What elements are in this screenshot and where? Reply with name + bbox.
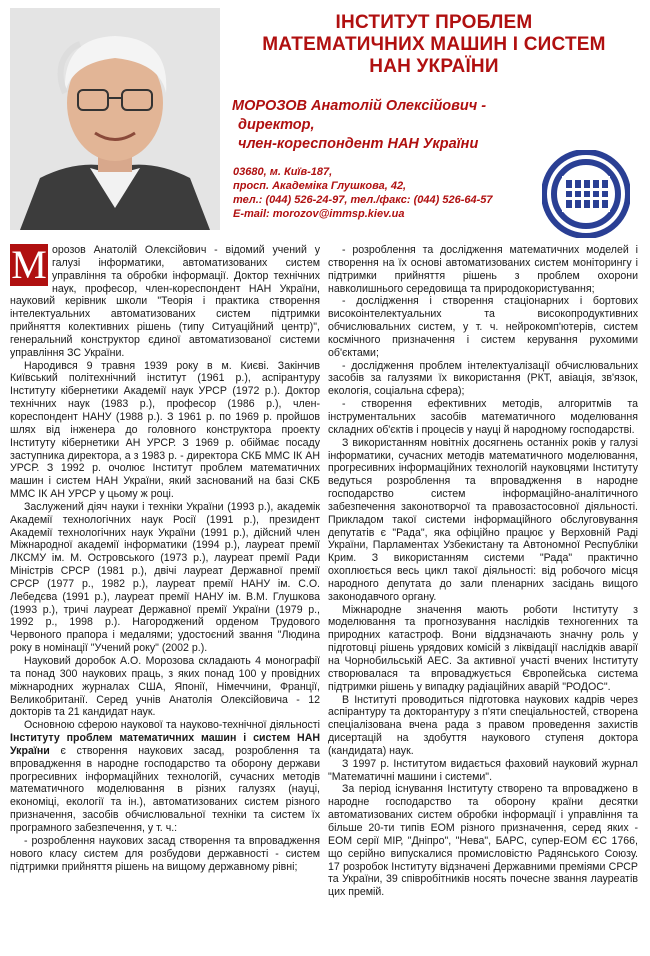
address-line-1: 03680, м. Київ-187, [233, 166, 333, 178]
paragraph-bio-intro [10, 244, 320, 360]
paragraph-activity-item-3: - дослідження і створення стаціонарних і бортових високоінтелектуальних та високопродуктивних обчислювальних систем, у т. ч. нейрокомп'ютерів, систем космічного призначення і систем керування рухомими об'єктами; [328, 295, 638, 359]
paragraph-activity [10, 719, 320, 835]
director-info [232, 97, 552, 154]
paragraph-awards: Заслужений діяч науки і техніки України (1993 р.), академік Академії технологічних наук Росії (1991 р.), президент Академії технологічних наук України (1991 р.), дійсний член Міжнародної академії інформатики (1994 р.), лауреат премії ЛКСМУ ім. М. Островського (1973 р.), лауреат премії Ради Міністрів СРСР (1981 р.), двічі лауреат Державної премії СРСР (1977 р., 1982 р.), лауреат премії НАНУ ім. С.О. Лебедєва (1991 р.), лауреат премії НАНУ ім. В.М. Глушкова (1993 р.), тричі лауреат Державної премії України (1979 р., 1992 р., 1998 р.). Нагороджений орденом Трудового Червоного прапора і медалями; удостоєний звання "Людина року в номінації "Учений року" (2002 р.). [10, 500, 320, 655]
director-rank: член-кореспондент НАН України [238, 136, 479, 152]
paragraph-activity-item-1: - розроблення наукових засад створення та впровадження нового класу систем для розбудови державності - систем підтримки прийняття рішень на вищому державному рівні; [10, 834, 320, 873]
portrait-photo [10, 8, 220, 230]
paragraph-training: В Інституті проводиться підготовка наукових кадрів через аспірантуру та докторантуру з п'яти спеціальностей, створена спеціалізована вчена рада з правом проведення захистів дисертацій на здобуття наукового ступеня доктора (кандидата) наук. [328, 693, 638, 757]
drop-cap: М [11, 242, 47, 287]
activity-text-end: є створення наукових засад, розроблення та впровадження в народне господарство та оборону держави прогресивних інформаційних технологій, сучасних методів математичного моделювання в різних галузях (науці, економіці, екології та ін.), автоматизованих систем різного призначення, засобів обчислювальної техніки та систем їх програмного забезпечення, у т. ч.: [10, 744, 320, 834]
activity-text-start: Основною сферою наукової та науково-технічної діяльності [24, 719, 320, 732]
title-line-1: ІНСТИТУТ ПРОБЛЕМ [335, 12, 533, 33]
contact-block [233, 165, 553, 221]
paragraph-achievements: За період існування Інституту створено та впроваджено в народне господарство та оборону країни десятки автоматизованих систем обробки інформації і управління та більше 20-ти типів ЕОМ різного призначення, серед яких - ЕОМ серії МІР, "Дніпро", "Нева", БАРС, супер-ЕОМ ЄС 1766, що серійно випускалися промисловістю Радянського Союзу. 17 розробок Інституту відзначені Державними преміями СРСР та України, 39 співробітників носять почесне звання лауреатів цих премій. [328, 783, 638, 899]
paragraph-activity-item-4: - дослідження проблем інтелектуалізації обчислювальних засобів за галузями їх використання (РКТ, авіація, зв'язок, екологія, соціальна сфера); [328, 359, 638, 398]
email-line: E-mail: morozov@immsp.kiev.ua [233, 208, 405, 220]
bio-intro-text: орозов Анатолій Олексійович - відомий учений у галузі інформатики, автоматизованих систем управління та обробки інформації. Доктор технічних наук, професор, член-кореспондент НАН України, науковий керівник школи "Теорія і практика створення інтелектуальних автоматизованих систем підтримки прийняття колективних рішень (типу Ситуаційний центр)", генеральний конструктор єдиної автоматизованої системи управління ЗС України. [10, 244, 320, 359]
paragraph-journal: З 1997 р. Інститутом видається фаховий науковий журнал "Математичні машини і системи". [328, 757, 638, 783]
activity-institute-name: Інституту проблем математичних машин і систем НАН України [10, 732, 320, 757]
director-position: директор, [238, 117, 315, 133]
paragraph-activity-item-5: - створення ефективних методів, алгоритмів та інструментальних засобів математичного моделювання складних об'єктів і процесів у науці й народному господарстві. [328, 398, 638, 436]
paragraph-activity-item-2: - розроблення та дослідження математичних моделей і створення на їх основі автоматизованих систем моніторингу і підтримки прийняття рішень з проблем охорони навколишнього середовища та природокористування; [328, 244, 638, 295]
right-column [328, 244, 638, 899]
left-column [10, 244, 320, 873]
institute-title [228, 12, 640, 78]
phone-line: тел.: (044) 526-24-97, тел./факс: (044) 526-64-57 [233, 194, 493, 206]
title-line-2: МАТЕМАТИЧНИХ МАШИН І СИСТЕМ [262, 34, 606, 55]
paragraph-bio-career: Народився 9 травня 1939 року в м. Києві. Закінчив Київський політехнічний інститут (1961 р.), аспірантуру Інституту кібернетики Академії наук УРСР (1972 р.). Доктор технічних наук (1983 р.), професор (1986 р.), член-кореспондент НАНУ (1988 р.). З 1961 р. по 1969 р. пройшов шлях від інженера до головного конструктора проекту Інституту кібернетики АН УРСР. З 1969 р. обіймає посаду заступника директора, а з 1983 р. - директора СКБ ММС ІК АН УРСР. З 1992 р. очолює Інститут проблем математичних машин і систем НАН України, який заснований на базі СКБ ММС ІК АН УРСР у цьому ж році. [10, 359, 320, 501]
address-line-2: просп. Академіка Глушкова, 42, [233, 180, 407, 192]
paragraph-publications: Науковий доробок А.О. Морозова складають 4 монографії та понад 300 наукових праць, з яких понад 100 у провідних міжнародних журналах США, Японії, Німеччини, Франції, Великобританії. Серед учнів Анатолія Олексійовича - 12 докторів та 21 кандидат наук. [10, 655, 320, 719]
portrait-illustration [10, 8, 220, 230]
paragraph-rada-system: З використанням новітніх досягнень останніх років у галузі інформатики, сучасних методів математичного моделювання, прогресивних інформаційних технологій науковцями Інституту ведуться розроблення та впровадження в народне господарство систем інформаційно-аналітичного забезпечення законотворчої та правозастосовної діяльності. Прикладом такої системи інформаційного обслуговування депутатів є "Рада", яка офіційно працює у Верховній Раді України, Парламентах Узбекистану та Автономної Республіки Крим. З використанням системи "Рада" практично охоплюється весь цикл такої діяльності: від робочого місця народного депутата до зали пленарних засідань вищого законодавчого органу. [328, 436, 638, 603]
director-name: МОРОЗОВ Анатолій Олексійович - [232, 98, 487, 114]
institute-logo [542, 150, 630, 238]
title-line-3: НАН УКРАЇНИ [369, 56, 499, 77]
logo-icon [542, 150, 630, 238]
paragraph-international: Міжнародне значення мають роботи Інституту з моделювання та прогнозування наслідків техногенних та природних катастроф. Вони віддзначають значну роль у підготовці рішень урядових комісій з ліквідації наслідків аварії на Чорнобильській АЕС. За активної участі вчених Інституту створювалася та впроваджується Європейська система підтримки рішень у випадку радіаційних аварій "РОДОС". [328, 603, 638, 693]
